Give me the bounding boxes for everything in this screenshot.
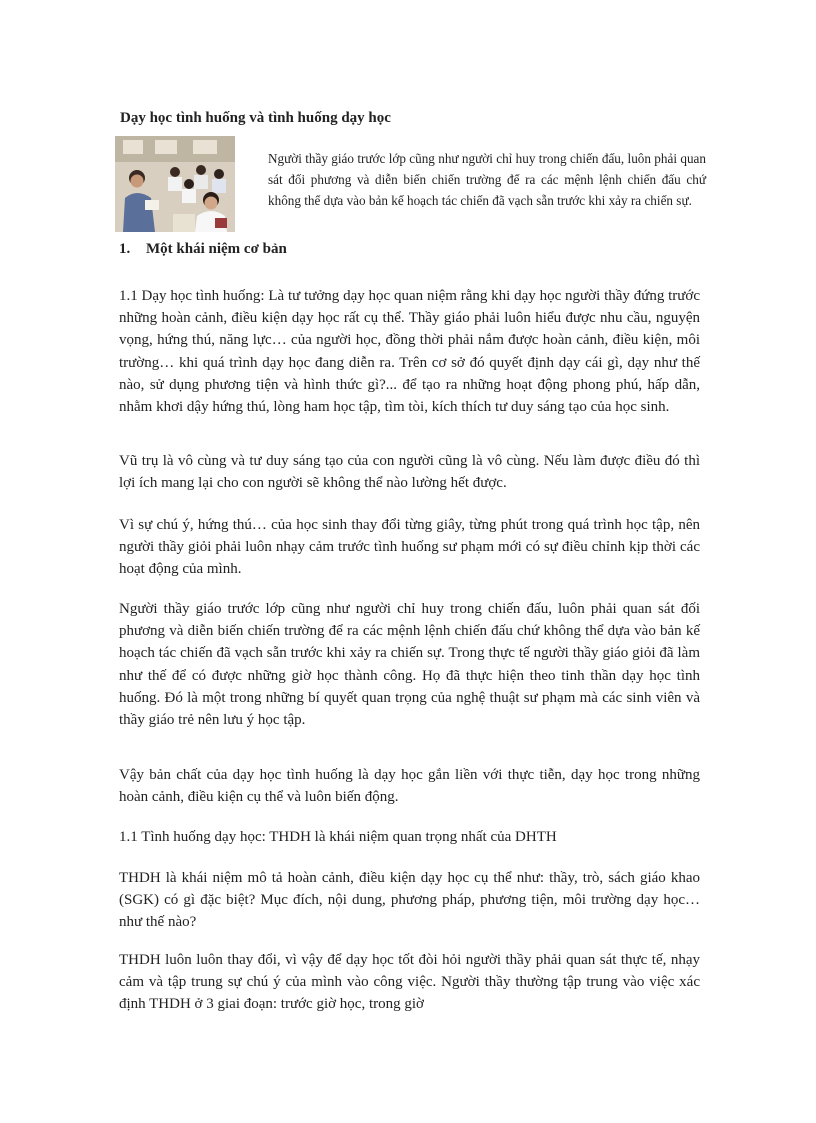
paragraph-6: 1.1 Tình huống dạy học: THDH là khái niệm quan trọng nhất của DHTH xyxy=(119,829,557,845)
intro-text: Người thầy giáo trước lớp cũng như người chỉ huy trong chiến đấu, luôn phải quan sát đối phương và diễn biến chiến trường để ra các mệnh lệnh chiến đấu chứ không thể dựa vào bản kế hoạch tác chiến đã vạch sẵn trước khi xảy ra chiến sự. xyxy=(268,151,706,208)
paragraph-3: Vì sự chú ý, hứng thú… của học sinh thay đổi từng giây, từng phút trong quá trình học tập, nên người thầy giỏi phải luôn nhạy cảm trước tình huống sư phạm mới có sự điều chỉnh kịp thời các hoạt động của mình. xyxy=(119,517,700,578)
paragraph-1: 1.1 Dạy học tình huống: Là tư tưởng dạy học quan niệm rằng khi dạy học người thầy đứng trước những hoàn cảnh, điều kiện dạy học rất cụ thể. Thầy giáo phải luôn hiểu được nhu cầu, nguyện vọng, hứng thú, năng lực… của người học, đồng thời phải nắm được hoàn cảnh, điều kiện, môi trường… khi quá trình dạy học đang diễn ra. Trên cơ sở đó quyết định dạy cái gì, dạy như thế nào, sử dụng phương tiện và hình thức gì?... để tạo ra những hoạt động phong phú, hấp dẫn, nhằm khơi dậy hứng thú, lòng ham học tập, tìm tòi, kích thích tư duy sáng tạo của học sinh. xyxy=(119,288,700,416)
section-label: Một khái niệm cơ bản xyxy=(146,241,287,257)
paragraph-5: Vậy bản chất của dạy học tình huống là dạy học gắn liền với thực tiễn, dạy học trong những hoàn cảnh, điều kiện cụ thể và luôn biến động. xyxy=(119,767,700,806)
section-heading xyxy=(119,241,287,258)
paragraph-7: THDH là khái niệm mô tả hoàn cảnh, điều kiện dạy học cụ thể như: thầy, trò, sách giáo khao (SGK) có gì đặc biệt? Mục đích, nội dung, phương pháp, phương tiện, môi trường dạy học… như thế nào? xyxy=(119,870,700,931)
classroom-photo xyxy=(115,136,235,232)
paragraph-4: Người thầy giáo trước lớp cũng như người chỉ huy trong chiến đấu, luôn phải quan sát đối phương và diễn biến chiến trường để ra các mệnh lệnh chiến đấu chứ không thể dựa vào bản kế hoạch tác chiến đã vạch sẵn trước khi xảy ra chiến sự. Trong thực tế người thầy giáo giỏi đã làm như thế để có được những giờ học thành công. Họ đã thực hiện theo tinh thần dạy học tình huống. Đó là một trong những bí quyết quan trọng của nghệ thuật sư phạm mà các sinh viên và thầy giáo trẻ nên lưu ý học tập. xyxy=(119,601,700,729)
paragraph-2: Vũ trụ là vô cùng và tư duy sáng tạo của con người cũng là vô cùng. Nếu làm được điều đó thì lợi ích mang lại cho con người sẽ không thể nào lường hết được. xyxy=(119,453,700,492)
paragraph-8: THDH luôn luôn thay đổi, vì vậy để dạy học tốt đòi hỏi người thầy phải quan sát thực tế, nhạy cảm và tập trung sự chú ý của mình vào công việc. Người thầy thường tập trung vào việc xác định THDH ở 3 giai đoạn: trước giờ học, trong giờ xyxy=(119,952,700,1013)
classroom-photo-icon xyxy=(115,136,235,232)
section-number: 1. xyxy=(119,241,131,257)
document-title: Dạy học tình huống và tình huống dạy học xyxy=(120,110,391,126)
